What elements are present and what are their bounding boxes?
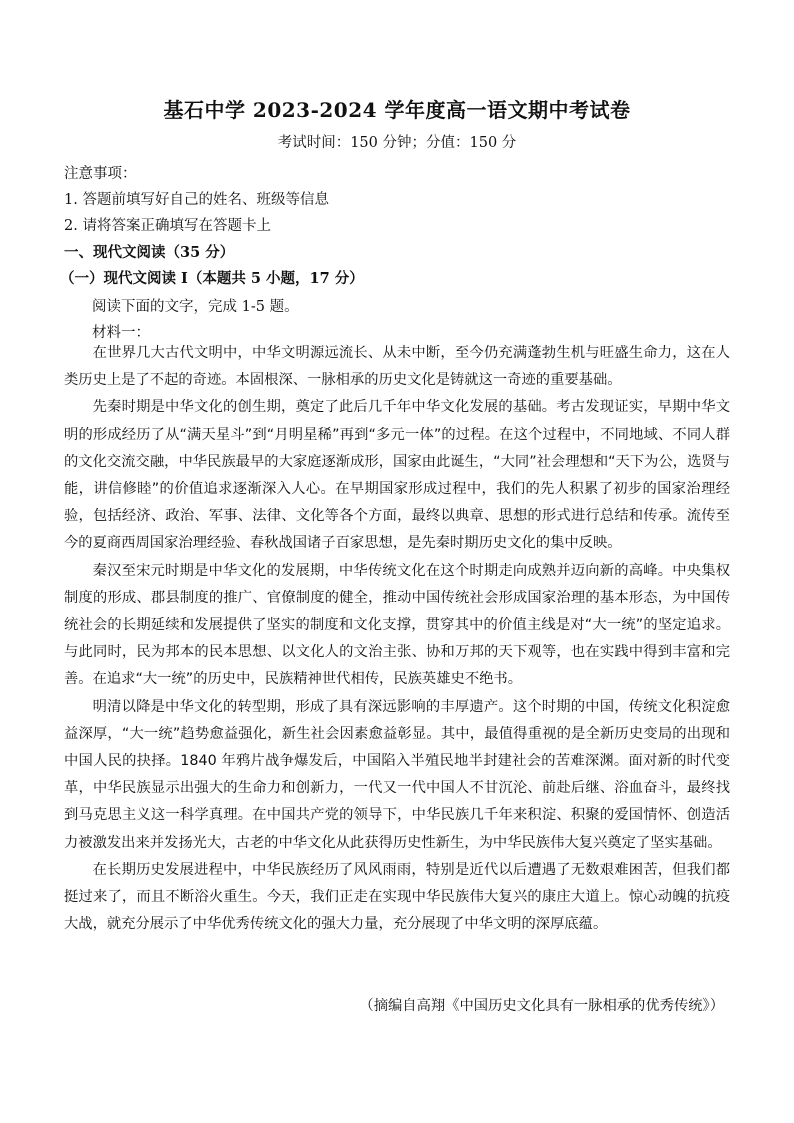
page-title: 基石中学 2023-2024 学年度高一语文期中考试卷 — [163, 98, 631, 122]
paragraph: 在世界几大古代文明中，中华文明源远流长、从未中断，至今仍充满蓬勃生机与旺盛生命力，这在人类历史上是了不起的奇迹。本固根深、一脉相承的历史文化是铸就这一奇迹的重要基础。 — [64, 345, 730, 389]
section-subtitle: （一）现代文阅读 I（本题共 5 小题，17 分） — [60, 270, 364, 287]
notes-heading: 注意事项： — [64, 166, 137, 182]
article-body — [64, 340, 730, 938]
exam-info: 考试时间：150 分钟；分值：150 分 — [277, 135, 517, 151]
paragraph: 明清以降是中华文化的转型期，形成了具有深远影响的丰厚遗产。这个时期的中国，传统文化积淀愈益深厚，“大一统”趋势愈益强化，新生社会因素愈益彰显。其中，最值得重视的是全新历史变局的出现和中国人民的抉择。1840 年鸦片战争爆发后，中国陷入半殖民地半封建社会的苦难深渊。面对新的时代变革，中华民族显示出强大的生命力和创新力，一代又一代中国人不甘沉沦、前赴后继、浴血奋斗，最终找到马克思主义这一科学真理。在中国共产党的领导下，中华民族几千年来积淀、积聚的爱国情怀、创造活力被激发出来并发扬光大，古老的中华文化从此获得历史性新生，为中华民族伟大复兴奠定了坚实基础。 — [64, 698, 730, 851]
paragraph: 在长期历史发展进程中，中华民族经历了风风雨雨，特别是近代以后遭遇了无数艰难困苦，但我们都挺过来了，而且不断浴火重生。今天，我们正走在实现中华民族伟大复兴的康庄大道上。惊心动魄的抗疫大战，就充分展示了中华优秀传统文化的强大力量，充分展现了中华文明的深厚底蕴。 — [64, 861, 730, 933]
source-citation: （摘编自高翔《中国历史文化具有一脉相承的优秀传统》） — [359, 998, 724, 1014]
paragraph: 先秦时期是中华文化的创生期，奠定了此后几千年中华文化发展的基础。考古发现证实，早期中华文明的形成经历了从“满天星斗”到“月明星稀”再到“多元一体”的过程。在这个过程中，不同地域、不同人群的文化交流交融，中华民族最早的大家庭逐渐成形，国家由此诞生，“大同”社会理想和“天下为公，选贤与能，讲信修睦”的价值追求逐渐深入人心。在早期国家形成过程中，我们的先人积累了初步的国家治理经验，包括经济、政治、军事、法律、文化等各个方面，最终以典章、思想的形式进行总结和传承。流传至今的夏商西周国家治理经验、春秋战国诸子百家思想，是先秦时期历史文化的集中反映。 — [64, 399, 730, 552]
reading-instruction: 阅读下面的文字，完成 1-5 题。 — [92, 299, 299, 315]
note-item-1: 1. 答题前填写好自己的姓名、班级等信息 — [64, 192, 329, 208]
section-title: 一、现代文阅读（35 分） — [64, 244, 235, 261]
material-label: 材料一： — [92, 325, 150, 341]
paragraph: 秦汉至宋元时期是中华文化的发展期，中华传统文化在这个时期走向成熟并迈向新的高峰。中央集权制度的形成、郡县制度的推广、官僚制度的健全，推动中国传统社会形成国家治理的基本形态，为中国传统社会的长期延续和发展提供了坚实的制度和文化支撑，贯穿其中的价值主线是对“大一统”的坚定追求。与此同时，民为邦本的民本思想、以文化人的文治主张、协和万邦的天下观等，也在实践中得到丰富和完善。在追求“大一统”的历史中，民族精神世代相传，民族英雄史不绝书。 — [64, 562, 730, 688]
note-item-2: 2. 请将答案正确填写在答题卡上 — [64, 218, 271, 234]
